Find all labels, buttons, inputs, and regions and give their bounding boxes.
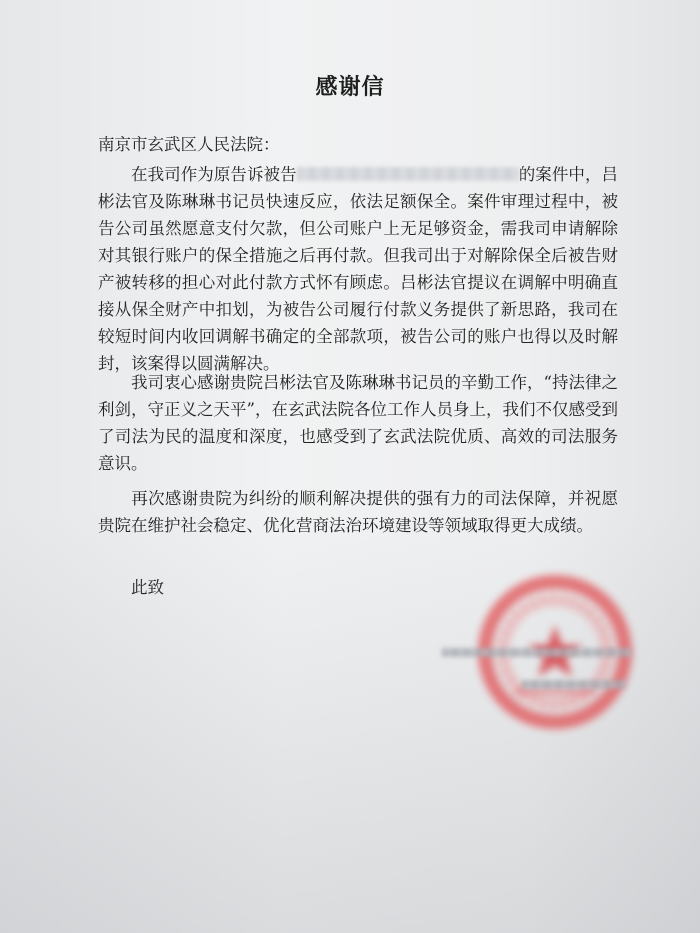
paragraph-3-text: 再次感谢贵院为纠纷的顺利解决提供的强有力的司法保障，并祝愿贵院在维护社会稳定、优化营商法治环境建设等领域取得更大成绩。 (98, 489, 618, 535)
paragraph-3 (98, 485, 618, 539)
redacted-company-name (297, 167, 519, 181)
paragraph-2-text: 我司衷心感谢贵院吕彬法官及陈琳琳书记员的辛勤工作，“持法律之利剑，守正义之天平”，在玄武法院各位工作人员身上，我们不仅感受到了司法为民的温度和深度，也感受到了玄武法院优质、高效的司法服务意识。 (98, 373, 618, 473)
paragraph-1-body: 的案件中，吕彬法官及陈琳琳书记员快速反应，依法足额保全。案件审理过程中，被告公司虽然愿意支付欠款，但公司账户上无足够资金，需我司申请解除对其银行账户的保全措施之后再付款。但我司出于对解除保全后被告财产被转移的担心对此付款方式怀有顾虑。吕彬法官提议在调解中明确直接从保全财产中扣划，为被告公司履行付款义务提供了新思路，我司在较短时间内收回调解书确定的全部款项，被告公司的账户也得以及时解封，该案得以圆满解决。 (98, 165, 619, 373)
redacted-date (522, 680, 626, 689)
salutation: 南京市玄武区人民法院： (98, 135, 280, 154)
paragraph-1 (98, 161, 618, 377)
closing-text: 此致 (131, 578, 164, 597)
letter-title: 感谢信 (315, 75, 385, 100)
paragraph-2 (98, 369, 618, 477)
redacted-company-signature (442, 648, 632, 657)
paragraph-1-prefix: 在我司作为原告诉被告 (131, 165, 297, 184)
